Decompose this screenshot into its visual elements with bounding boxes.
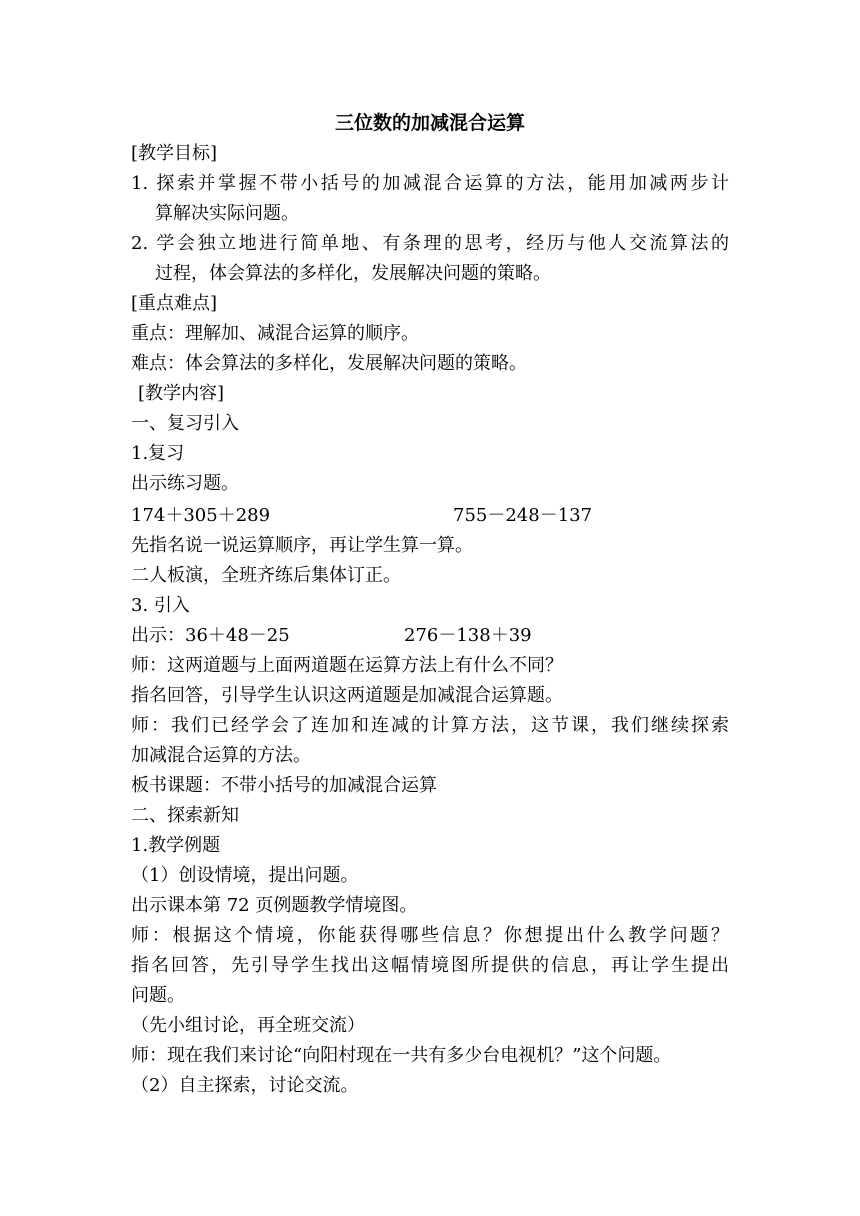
section-heading-content: [教学内容] <box>138 383 225 404</box>
exercise-2: 755－248－137 <box>453 505 593 526</box>
step-2-heading: （2）自主探索，讨论交流。 <box>131 1075 359 1096</box>
board-title-text: 板书课题：不带小括号的加减混合运算 <box>131 775 437 796</box>
teacher-statement-line-2: 加减混合运算的方法。 <box>131 745 311 766</box>
objective-1-line-1: 1. 探索并掌握不带小括号的加减混合运算的方法，能用加减两步计 <box>131 173 729 194</box>
section-heading-objectives: [教学目标] <box>131 143 218 164</box>
guidance-text-2-line-1: 指名回答，先引导学生找出这幅情境图所提供的信息，再让学生提出 <box>131 955 729 976</box>
difficult-point-text: 难点：体会算法的多样化，发展解决问题的策略。 <box>131 353 527 374</box>
teacher-question-2: 师：根据这个情境，你能获得哪些信息？你想提出什么教学问题？ <box>131 925 729 946</box>
group-discussion-note: （先小组讨论，再全班交流） <box>131 1015 365 1036</box>
guidance-text-2-line-2: 问题。 <box>131 985 185 1006</box>
key-point-text: 重点：理解加、减混合运算的顺序。 <box>131 323 419 344</box>
document-title: 三位数的加减混合运算 <box>334 112 525 134</box>
teacher-question-3: 师：现在我们来讨论“向阳村现在一共有多少台电视机？”这个问题。 <box>131 1045 672 1066</box>
example-heading: 1.教学例题 <box>131 835 221 856</box>
teacher-question-1: 师：这两道题与上面两道题在运算方法上有什么不同？ <box>131 655 563 676</box>
show-textbook-text: 出示课本第 72 页例题教学情境图。 <box>131 895 418 916</box>
section-heading-key-points: [重点难点] <box>131 293 218 314</box>
step-1-heading: （1）创设情境，提出问题。 <box>131 865 359 886</box>
objective-2-line-2: 过程，体会算法的多样化，发展解决问题的策略。 <box>155 263 551 284</box>
review-instruction-1: 先指名说一说运算顺序，再让学生算一算。 <box>131 535 473 556</box>
intro-exercise-2: 276－138＋39 <box>404 625 532 646</box>
part-1-heading: 一、复习引入 <box>131 413 239 434</box>
objective-1-line-2: 算解决实际问题。 <box>155 203 299 224</box>
part-2-heading: 二、探索新知 <box>131 805 239 826</box>
guidance-text-1: 指名回答，引导学生认识这两道题是加减混合运算题。 <box>131 685 563 706</box>
show-exercises-text: 出示练习题。 <box>131 473 239 494</box>
exercise-1: 174＋305＋289 <box>131 505 271 526</box>
objective-2-line-1: 2. 学会独立地进行简单地、有条理的思考，经历与他人交流算法的 <box>131 233 729 254</box>
intro-exercise-1: 出示：36＋48－25 <box>131 625 290 646</box>
introduction-heading: 3. 引入 <box>131 595 190 616</box>
review-heading: 1.复习 <box>131 443 185 464</box>
review-instruction-2: 二人板演，全班齐练后集体订正。 <box>131 565 401 586</box>
teacher-statement-line-1: 师：我们已经学会了连加和连减的计算方法，这节课，我们继续探索 <box>131 715 729 736</box>
